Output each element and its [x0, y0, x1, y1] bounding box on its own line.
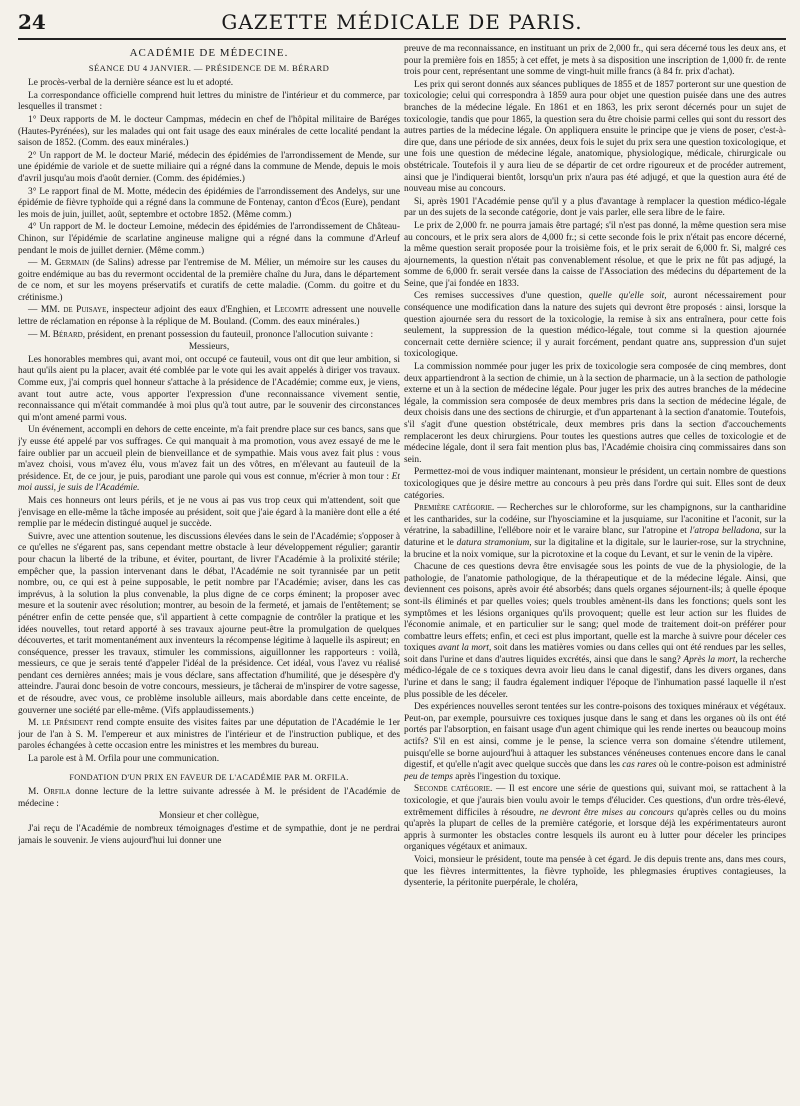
- category-label: Première catégorie.: [414, 503, 495, 514]
- left-column: [18, 44, 400, 1102]
- person-name: M. Germain: [40, 258, 90, 269]
- paragraph: [18, 718, 400, 753]
- paragraph-text: qu'après celles ou du moins qu'après la plupart de celles de la première catégorie, et lorsque déjà les expérimentateurs auront appris à surmonter les obstacles contre lesquels ils auront eu à lutter pour déceler les principes organiques végétaux et animaux.: [404, 807, 786, 853]
- paragraph-text: , sur la daturine et le: [404, 526, 786, 548]
- italic-text: quelle qu'elle soit,: [588, 291, 667, 302]
- paragraph: Permettez-moi de vous indiquer maintenant, monsieur le président, un certain nombre de questions toxicologiques que je désire mettre au concours à peu près dans l'ordre qui suit. Elles sont de deux catégories.: [404, 467, 786, 501]
- italic-text: peu de temps: [404, 771, 453, 782]
- paragraph: J'ai reçu de l'Académie de nombreux témoignages d'estime et de sympathie, dont je ne perdrai jamais le souvenir. Je viens aujourd'hui lui donner une: [18, 824, 400, 846]
- quote-italic: Et moi aussi, je suis de l'Académie.: [18, 471, 400, 494]
- paragraph-text: , soit dans les matières vomies ou dans celles qui ont été rendues par les selles, soit dans l'urine et dans d'autres liquides excrétés, ainsi que dans le sang?: [404, 643, 786, 665]
- paragraph-text: adressent une nouvelle lettre de réclamation en réponse à la réplique de M. Bouland. (Comm. des eaux minérales.): [18, 305, 400, 328]
- page-header: [18, 8, 786, 40]
- person-name: M. Orfila: [28, 787, 71, 798]
- paragraph-text: Un événement, accompli en dehors de cette enceinte, m'a fait prendre place sur ces bancs, sans que j'y eusse été appelé par vos suffrages. Ce qui manquait à ma promotion, vous avez essayé de me le faire oublier par un accueil plein de bienveillance et de sympathie. Mais vous avez fait plus : vous m'avez choisi, vous m'avez élu, vous m'avez fait un des vôtres, en m'élevant au fauteuil de la présidence. Et, de ce jour, je puis, parodiant une parole qui vous est connue, m'écrier à mon tour :: [18, 425, 400, 482]
- paragraph-text: — Il est encore une série de questions qui, suivant moi, se rattachent à la toxicologie, et que j'aurais bien voulu avoir le temps d'élucider. Ces questions, d'un ordre très-élevé, extrêmement difficiles à résoudre,: [404, 784, 786, 818]
- paragraph: Les honorables membres qui, avant moi, ont occupé ce fauteuil, vous ont dit que leur ambition, si haut qu'ils aient pu la placer, avait été comblée par le vote qui les avait appelés à diriger vos travaux. Comme eux, j'ai compris quel honneur s'attache à la présidence de l'Académie; comme eux, je viens, avant tout autre acte, vous apporter l'expression d'une reconnaissance vivement sentie, reconnaissance qui m'était commandée à moi plus qu'à tout autre, par le souvenir des circonstances qui m'ont amené parmi vous.: [18, 354, 400, 423]
- paragraph: [18, 787, 400, 810]
- right-column: [404, 44, 786, 1102]
- paragraph: — M. Germain (de Salins) adresse par l'entremise de M. Mélier, un mémoire sur les causes du goitre endémique au bas du revermont occidental de la première chaîne du Jura, dans le département de ce nom, et sur les moyens préservatifs et curatifs de cette maladie. (Comm. du goitre et du crétinisme.): [18, 258, 400, 303]
- paragraph: [18, 425, 400, 495]
- italic-text: Après la mort: [683, 654, 736, 665]
- paragraph-text: rend compte ensuite des visites faites par une députation de l'Académie le 1er jour de l'an à S. M. l'empereur et aux ministres de l'intérieur et de l'instruction publique, et des paroles échangées à cette occasion entre les ministres et les membres du bureau.: [18, 718, 400, 752]
- category-label: Seconde catégorie.: [414, 784, 493, 795]
- italic-text: l'atropa belladona: [689, 526, 760, 537]
- section-title: ACADÉMIE DE MÉDECINE.: [129, 47, 289, 59]
- paragraph: [404, 562, 786, 701]
- paragraph-text: , sur la digitaline et la digitale, sur le laurier-rose, sur la strychnine, la brucine et la noix vomique, sur la picrotoxine et la coque du Levant, et sur le venin de la vipère.: [404, 537, 786, 560]
- paragraph-text: , inspecteur adjoint des eaux d'Enghien, et: [106, 305, 275, 316]
- person-name: M. Bérard: [39, 329, 83, 340]
- paragraph: preuve de ma reconnaissance, en instituant un prix de 2,000 fr., qui sera décerné tous les deux ans, et pour la première fois en 1855; à cet effet, je mets à sa disposition une inscription de 1,000 fr. de rente trois pour cent, représentant une somme de vingt-huit mille francs (à 84 fr. prix d'achat).: [404, 44, 786, 78]
- person-name: M. le Président: [28, 718, 94, 729]
- paragraph-text: après l'ingestion du toxique.: [452, 771, 561, 782]
- journal-title: GAZETTE MÉDICALE DE PARIS.: [221, 10, 583, 34]
- paragraph: [404, 702, 786, 783]
- paragraph-text: Chacune de ces questions devra être envisagée sous les points de vue de la physiologie, de la pathologie, de l'anatomie pathologique, de la thérapeutique et de la médecine légale. Ainsi, que deviennent ces poisons, après avoir été absorbés; dans quels organes séjournent-ils; à quelle époque sont-ils éliminés et par quelles voies; quels troubles amènent-ils dans les fonctions; quels sont les symptômes et les lésions organiques qu'ils provoquent; quelle est leur action sur les fluides de l'économie animale, et en particulier sur le sang; quel mode de traitement doit-on préférer pour combattre leurs effets; enfin, et ceci est plus important, quelle est la marche à suivre pour déceler ces toxiques: [404, 562, 786, 654]
- paragraph: Si, après 1901 l'Académie pense qu'il y a plus d'avantage à remplacer la question médico-légale par un des sujets de la seconde catégorie, dont je vais parler, elle sera libre de le faire.: [404, 196, 786, 219]
- paragraph-text: , la recherche médico-légale de ce s toxiques devra avoir lieu dans le canal digestif, dans les divers organes, dans l'urine et dans le sang; il faudra également indiquer l'époque de l'inhumation passé laquelle il n'est plus possible de les déceler.: [404, 654, 786, 700]
- paragraph-text: — Recherches sur le chloroforme, sur les champignons, sur la cantharidine et les cantharides, sur la codéine, sur l'hyosciamine et la jusquiame, sur l'aconitine et l'aconit, sur la vératrine, la sabadilline, l'ellébore noir et le varaire blanc, sur l'atropine et: [404, 503, 786, 537]
- paragraph-text: Des expériences nouvelles seront tentées sur les contre-poisons des toxiques minéraux et végétaux. Peut-on, par exemple, poursuivre ces toxiques jusque dans le sang et dans les organes où ils ont été portés par l'absorption, en faisant usage d'un agent chimique qui les rende inertes ou beaucoup moins actifs? S'il en est ainsi, comme je le pense, la science verra son domaine s'étendre utilement, puisqu'elle se borne aujourd'hui à attaquer les substances vénéneuses contenues encore dans le canal digestif, et qu'elle n'agit avec quelque succès que dans les: [404, 702, 786, 771]
- subsection-title: FONDATION D'UN PRIX EN FAVEUR DE L'ACADÉMIE PAR M. ORFILA.: [69, 772, 349, 782]
- italic-text: datura stramonium: [456, 537, 530, 548]
- paragraph: [404, 291, 786, 361]
- paragraph: 1° Deux rapports de M. le docteur Campmas, médecin en chef de l'hôpital militaire de Baréges (Hautes-Pyrénées), sur les malades qui ont fait usage des eaux minérales de cette localité pendant la saison de 1852. (Comm. des eaux minérales.): [18, 114, 400, 149]
- person-name: MM. de Puisaye: [40, 305, 107, 316]
- paragraph: Le prix de 2,000 fr. ne pourra jamais être partagé; s'il n'est pas donné, la même question sera mise au concours, et le prix sera alors de 4,000 fr.; si cette seconde fois le prix n'était pas encore décerné, la même question serait proposée pour la troisième fois, et le prix serait de 6,000 fr. Si, malgré ces ajournements, la question n'était pas convenablement résolue, et que le prix ne fût pas adjugé, la somme de 6,000 fr. serait versée dans la caisse de l'Association des médecins du département de la Seine, que j'ai fondée en 1833.: [404, 220, 786, 289]
- italic-text: cas rares: [622, 760, 657, 771]
- italic-text: ne devront être mises au concours: [539, 807, 674, 818]
- paragraph: Mais ces honneurs ont leurs périls, et je ne vous ai pas vus trop ceux qui m'attendent, soit que j'envisage en elle-même la tâche imposée au président, soit que j'aie égard à la manière dont elle a été remplie par le médecin distingué auquel je succède.: [18, 495, 400, 530]
- paragraph: — MM. de Puisaye, inspecteur adjoint des eaux d'Enghien, et Lecomte adressent une nouvelle lettre de réclamation en réponse à la réplique de M. Bouland. (Comm. des eaux minérales.): [18, 305, 400, 328]
- italic-text: avant la mort: [438, 643, 490, 654]
- salutation: Monsieur et cher collègue,: [159, 811, 259, 822]
- paragraph: [404, 784, 786, 854]
- paragraph: La parole est à M. Orfila pour une communication.: [28, 754, 220, 765]
- paragraph: — M. Bérard, président, en prenant possession du fauteuil, prononce l'allocution suivante :: [28, 329, 374, 340]
- paragraph-text: où le contre-poison est administré: [656, 760, 786, 771]
- paragraph: La commission nommée pour juger les prix de toxicologie sera composée de cinq membres, dont deux appartiendront à la section de chimie, un à la section de pharmacie, un à la section de pathologie externe et un à la section de médecine légale. Pour juger les prix des autres branches de la médecine légale, la commission sera composée de deux membres pris dans la section de médecine légale, de deux choisis dans une des sections de chirurgie, et d'un appartenant à la section d'anatomie. Toutefois, s'il s'agit d'une question obstétricale, deux membres pris dans la section d'accouchements remplaceront les deux chirurgiens. Pour toutes les questions autres que celles de toxicologie et de médecine légale, dont il sera fait mention plus bas, l'Académie choisira cinq commissaires dans son sein.: [404, 362, 786, 465]
- paragraph: Voici, monsieur le président, toute ma pensée à cet égard. Je dis depuis trente ans, dans mes cours, que les fièvres intermittentes, la fièvre typhoïde, les phlegmasies éruptives contagieuses, la dysenterie, la péritonite puerpérale, le choléra,: [404, 854, 786, 889]
- page-number: 24: [18, 10, 46, 34]
- paragraph: 4° Un rapport de M. le docteur Lemoine, médecin des épidémies de l'arrondissement de Château-Chinon, sur l'épidémie de scarlatine angineuse maligne qui a régné dans la commune d'Arleuf pendant le mois de juillet dernier. (Même comm.): [18, 222, 400, 256]
- person-name: Lecomte: [274, 305, 309, 316]
- paragraph: [404, 503, 786, 561]
- paragraph: La correspondance officielle comprend huit lettres du ministre de l'intérieur et du commerce, par lesquelles il transmet :: [18, 90, 400, 113]
- paragraph-text: Ces remises successives d'une question,: [414, 291, 589, 302]
- paragraph-text: donne lecture de la lettre suivante adressée à M. le président de l'Académie de médecine :: [18, 787, 400, 809]
- session-line: SÉANCE DU 4 JANVIER. — PRÉSIDENCE DE M. BÉRARD: [88, 62, 330, 73]
- paragraph: Suivre, avec une attention soutenue, les discussions élevées dans le sein de l'Académie; s'opposer à ce qu'elles ne s'égarent pas, sans cependant mettre obstacle à leur développement régulier; garantir pour chacun la liberté de la tribune, et éviter, pourtant, de livrer l'Académie à la prolixité stérile; empêcher que, la passion intervenant dans le débat, l'Académie ne soit tyrannisée par un petit nombre, ou, ce qui est à peine supposable, le petit nombre par l'Académie; aviser, dans les cas imprévus, à la solution la plus convenable, la plus digne de ce corps éminent; la proposer avec mesure et la soutenir avec résolution; montrer, au besoin de la fermeté, et jamais de l'entêtement; se pénétrer enfin de cette pensée que, s'il appartient à cette compagnie de contrôler la pratique et les idées nouvelles, tout retard apporté à ses travaux ajourne peut-être la promulgation de quelques découvertes, et tarit momentanément aux inventeurs la récompense légitime à laquelle ils aspireut; en conséquence, presser les travaux, stimuler les commissions, aiguillonner les rapporteurs : voilà, messieurs, ce que je serais tenté d'appeler l'idéal de la présidence. Cet idéal, vous l'avez vu réalisé pendant ces dernières années; mais je vous déclare, sans affectation d'humilité, que je désespère d'y atteindre. J'aurai donc besoin de votre concours, messieurs, je tâcherai de m'inspirer de votre sagesse, et de résoudre, avec vous, ce problème insoluble ailleurs, mais abordable dans cette enceinte, de gouverner une société par elle-même. (Vifs applaudissements.): [18, 531, 400, 716]
- paragraph: Les prix qui seront donnés aux séances publiques de 1855 et de 1857 porteront sur une question de toxicologie; celui qui correspondra à 1859 aura pour objet une question puisée dans une des autres branches de la médecine légale. En 1861 et en 1863, les prix seront décernés pour un sujet de toxicologie, tandis que pour 1865, la question sera du être choisie parmi celles qui sont du ressort des autres parties de la médecine légale. On appliquera ensuite le principe que je viens de poser, c'est-à-dire que, dans une période de six années, deux fois le sujet du prix sera une question toxicologique, et une fois une question de médecine légale, anatomique, physiologique, médicale, chirurgicale ou obstétricale. Toutefois il y aura lieu de se départir de cet ordre rigoureux et de procéder autrement, ainsi que je l'indiquerai bientôt, lorsqu'un prix n'aura pas été adjugé, et que la question aura été de nouveau mise au concours.: [404, 79, 786, 195]
- salutation: Messieurs,: [188, 342, 230, 353]
- paragraph: 3° Le rapport final de M. Motte, médecin des épidémies de l'arrondissement des Andelys, sur une épidémie de fièvre typhoïde qui a régné dans la commune de Fontenay, canton d'Écos (Eure), pendant les mois de juin, juillet, août, septembre et octobre 1852. (Même comm.): [18, 186, 400, 220]
- paragraph: Le procès-verbal de la dernière séance est lu et adopté.: [28, 78, 234, 89]
- paragraph-text: (de Salins) adresse par l'entremise de M. Mélier, un mémoire sur les causes du goitre endémique au bas du revermont occidental de la première chaîne du Jura, dans le département de ce nom, et sur les moyens préservatifs et curatifs de cette maladie. (Comm. du goitre et du crétinisme.): [18, 258, 400, 303]
- paragraph: 2° Un rapport de M. le docteur Marié, médecin des épidémies de l'arrondissement de Mende, sur une épidémie de variole et de suette miliaire qui a régné dans la commune de Mende, depuis le mois d'avril jusqu'au mois d'août dernier. (Comm. des épidémies.): [18, 150, 400, 184]
- paragraph-text: , président, en prenant possession du fauteuil, prononce l'allocution suivante :: [82, 329, 374, 340]
- paragraph-text: auront nécessairement pour conséquence une modification dans la nature des sujets qui devront être proposés : ainsi, lorsque la question ajournée sera du ressort de la toxicologie, la remise à six ans entraînera, pour cette fois seulement, la suppression de la question médico-légale, tout comme si la question ajournée concernait cette dernière science; il y aurait forcément, pendant quatre ans, suppression d'un sujet toxicologique.: [404, 291, 786, 360]
